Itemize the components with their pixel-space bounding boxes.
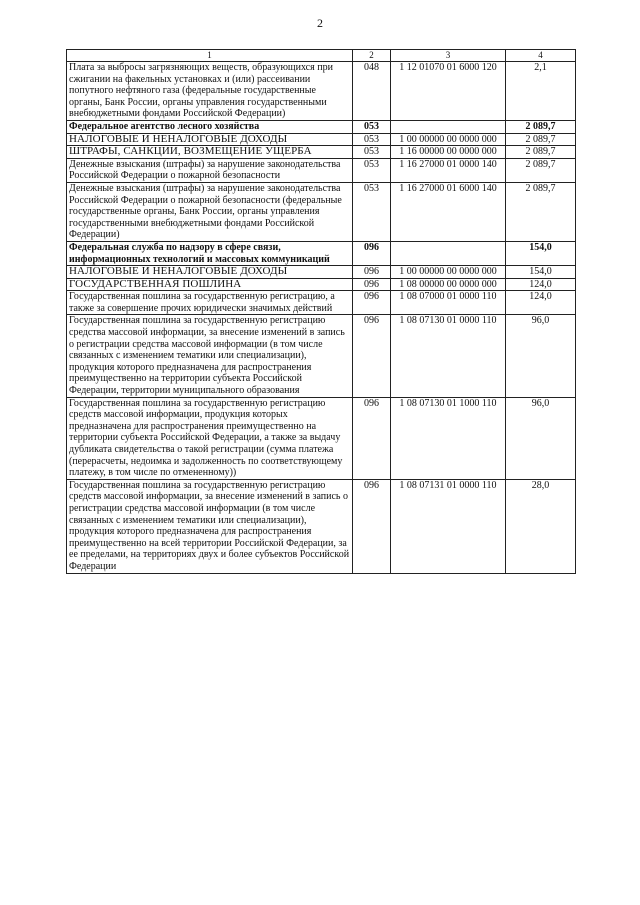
cell-budget-class-code: 1 16 27000 01 0000 140 [391,158,506,182]
cell-budget-class-code [391,241,506,265]
cell-amount: 28,0 [506,479,576,573]
table-row [67,120,576,133]
cell-name: Федеральное агентство лесного хозяйства [67,120,353,133]
column-header-2: 2 [353,50,391,62]
cell-amount: 96,0 [506,315,576,397]
table-row [67,241,576,265]
cell-amount: 2 089,7 [506,133,576,146]
page-number: 2 [317,16,323,30]
cell-name: ШТРАФЫ, САНКЦИИ, ВОЗМЕЩЕНИЕ УЩЕРБА [67,146,353,159]
cell-admin-code: 053 [353,133,391,146]
table-header-row [67,50,576,62]
cell-amount: 124,0 [506,291,576,315]
cell-admin-code: 096 [353,266,391,279]
column-header-3: 3 [391,50,506,62]
table-row [67,182,576,241]
cell-admin-code: 053 [353,182,391,241]
cell-amount: 124,0 [506,278,576,291]
cell-budget-class-code: 1 12 01070 01 6000 120 [391,62,506,121]
cell-budget-class-code: 1 16 00000 00 0000 000 [391,146,506,159]
table-row [67,146,576,159]
cell-name: Государственная пошлина за государственную регистрацию, а также за совершение прочих юридически значимых действий [67,291,353,315]
cell-admin-code: 096 [353,291,391,315]
cell-amount: 154,0 [506,241,576,265]
cell-admin-code: 053 [353,146,391,159]
budget-revenue-table [66,49,576,574]
cell-budget-class-code: 1 08 07130 01 1000 110 [391,397,506,479]
cell-name: НАЛОГОВЫЕ И НЕНАЛОГОВЫЕ ДОХОДЫ [67,133,353,146]
cell-name: Государственная пошлина за государственную регистрацию средств массовой информации, продукция которых предназначена для распространения преимущественно на территории субъекта Российской Федерации, а также за выдачу дубликата свидетельства о такой регистрации (сумма платежа (перерасчеты, недоимка и задолженность по соответствующему платежу, в том числе по отмененному)) [67,397,353,479]
table-row [67,278,576,291]
cell-admin-code: 096 [353,315,391,397]
cell-name: Денежные взыскания (штрафы) за нарушение законодательства Российской Федерации о пожарной безопасности (федеральные государственные органы, Банк России, органы управления государственными внебюджетными фондами Российской Федерации) [67,182,353,241]
table-row [67,315,576,397]
cell-admin-code: 053 [353,120,391,133]
cell-budget-class-code: 1 08 07130 01 0000 110 [391,315,506,397]
table-row [67,266,576,279]
table-row [67,397,576,479]
cell-name: ГОСУДАРСТВЕННАЯ ПОШЛИНА [67,278,353,291]
cell-amount: 96,0 [506,397,576,479]
cell-amount: 154,0 [506,266,576,279]
cell-budget-class-code: 1 08 07000 01 0000 110 [391,291,506,315]
cell-name: Государственная пошлина за государственную регистрацию средства массовой информации, за внесение изменений в запись о регистрации средства массовой информации (в том числе связанных с изменением тематики или специализации), продукция которого предназначена для распространения преимущественно на территории субъекта Российской Федерации, территории муниципального образования [67,315,353,397]
cell-budget-class-code: 1 08 07131 01 0000 110 [391,479,506,573]
table-row [67,133,576,146]
cell-amount: 2 089,7 [506,146,576,159]
cell-amount: 2 089,7 [506,158,576,182]
cell-budget-class-code: 1 00 00000 00 0000 000 [391,266,506,279]
table-row [67,62,576,121]
column-header-4: 4 [506,50,576,62]
cell-budget-class-code: 1 08 00000 00 0000 000 [391,278,506,291]
cell-amount: 2 089,7 [506,120,576,133]
table-row [67,291,576,315]
cell-name: Плата за выбросы загрязняющих веществ, образующихся при сжигании на факельных установках и (или) рассеивании попутного нефтяного газа (федеральные государственные органы, Банк России, органы управления государственными внебюджетными фондами Российской Федерации) [67,62,353,121]
cell-budget-class-code [391,120,506,133]
cell-admin-code: 096 [353,479,391,573]
cell-name: Государственная пошлина за государственную регистрацию средств массовой информации, за внесение изменений в запись о регистрации средства массовой информации (в том числе связанных с изменением тематики или специализации), продукция которого предназначена для распространения преимущественно на всей территории Российской Федерации, за ее пределами, на территориях двух и более субъектов Российской Федерации [67,479,353,573]
cell-name: НАЛОГОВЫЕ И НЕНАЛОГОВЫЕ ДОХОДЫ [67,266,353,279]
cell-budget-class-code: 1 00 00000 00 0000 000 [391,133,506,146]
cell-name: Денежные взыскания (штрафы) за нарушение законодательства Российской Федерации о пожарной безопасности [67,158,353,182]
cell-admin-code: 096 [353,278,391,291]
cell-admin-code: 096 [353,397,391,479]
cell-admin-code: 053 [353,158,391,182]
cell-amount: 2 089,7 [506,182,576,241]
column-header-1: 1 [67,50,353,62]
table-row [67,479,576,573]
cell-admin-code: 048 [353,62,391,121]
table-row [67,158,576,182]
cell-amount: 2,1 [506,62,576,121]
cell-name: Федеральная служба по надзору в сфере связи, информационных технологий и массовых коммуникаций [67,241,353,265]
cell-admin-code: 096 [353,241,391,265]
cell-budget-class-code: 1 16 27000 01 6000 140 [391,182,506,241]
